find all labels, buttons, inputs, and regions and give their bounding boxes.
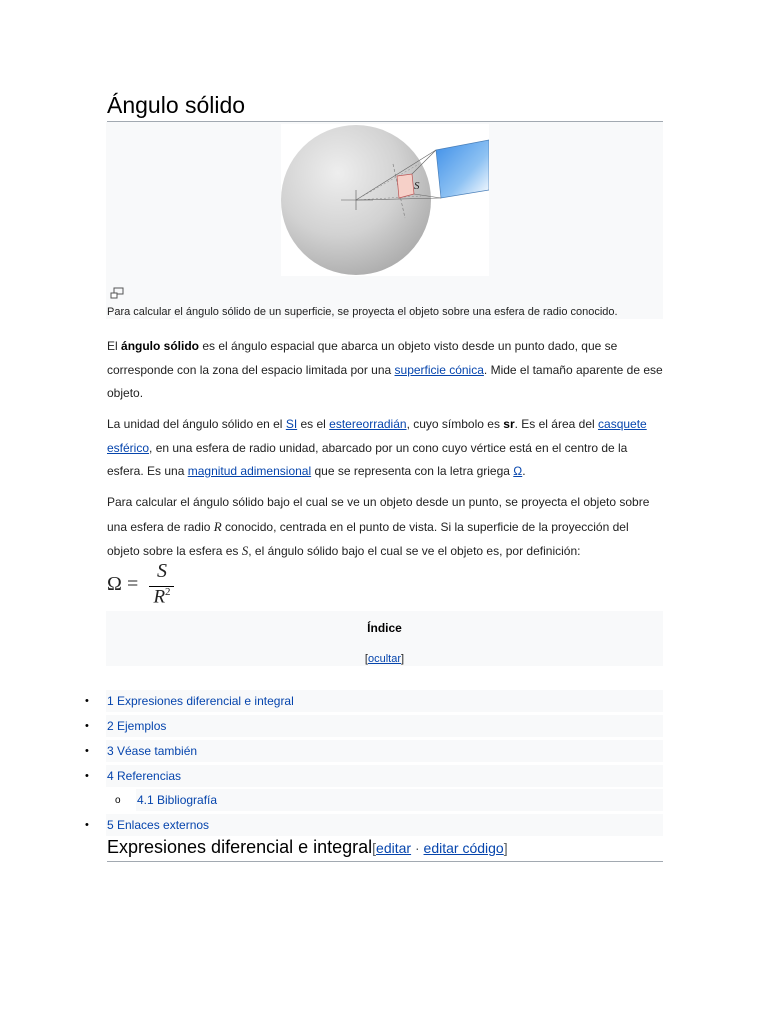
solid-angle-formula — [107, 560, 197, 610]
toc-toggle — [106, 653, 663, 665]
section-heading — [107, 834, 663, 862]
bold-symbol: sr — [503, 417, 515, 431]
text: , cuyo símbolo es — [406, 417, 504, 431]
toc-title: Índice — [367, 621, 402, 635]
link-magnitud-adimensional[interactable]: magnitud adimensional — [187, 464, 312, 478]
link-estereorradian[interactable]: estereorradián — [329, 417, 407, 431]
text: , el ángulo sólido bajo el cual se ve el objeto es, por definición: — [248, 544, 581, 558]
text: es el — [297, 417, 330, 431]
bullet: • — [85, 720, 89, 732]
toc-item — [106, 765, 663, 787]
figure-caption: Para calcular el ángulo sólido de un superficie, se proyecta el objeto sobre una esfera de radio conocido. — [107, 306, 618, 318]
page-title: Ángulo sólido — [107, 89, 663, 122]
toc-header — [106, 611, 663, 666]
text: La unidad del ángulo sólido en el — [107, 417, 286, 431]
magnify-icon[interactable] — [110, 286, 124, 298]
formula-numerator: S — [157, 560, 167, 582]
toc-link-4[interactable]: 4 Referencias — [107, 769, 182, 783]
link-omega[interactable]: Ω — [513, 464, 523, 478]
text: es el ángulo espacial que abarca un objeto visto desde un punto dado, que se corresponde con la zona del espacio limitada por una — [107, 339, 618, 377]
math-var-s: S — [241, 543, 249, 558]
toc-item — [106, 715, 663, 737]
text: El — [107, 339, 122, 353]
edit-links — [372, 840, 507, 856]
text: que se representa con la letra griega — [311, 464, 514, 478]
text: . Es el área del — [514, 417, 599, 431]
bullet: • — [85, 770, 89, 782]
toc-link-2[interactable]: 2 Ejemplos — [107, 719, 167, 733]
toc-link-1[interactable]: 1 Expresiones diferencial e integral — [107, 694, 294, 708]
sub-bullet: o — [115, 795, 121, 806]
text: Para calcular el ángulo sólido bajo el cual se ve un objeto desde un punto, se proyecta el objeto sobre una esfera de radio — [107, 495, 650, 534]
toc-item — [106, 690, 663, 712]
edit-source-link[interactable]: editar código — [423, 840, 504, 856]
bracket: [ — [364, 653, 368, 665]
formula-exponent: 2 — [165, 586, 171, 598]
toc-link-3[interactable]: 3 Véase también — [107, 744, 198, 758]
link-si[interactable]: SI — [285, 417, 298, 431]
text: . Mide el tamaño aparente de ese objeto. — [107, 362, 663, 400]
separator: · — [411, 840, 424, 856]
section-title: Expresiones diferencial e integral — [107, 837, 373, 857]
bracket: ] — [401, 653, 405, 665]
formula-denominator — [150, 586, 174, 608]
figure — [106, 122, 663, 319]
formula-r: R — [153, 586, 166, 608]
intro-paragraph-3 — [107, 491, 663, 564]
text: conocido, centrada en el punto de vista. Si la superficie de la proyección del objeto sobre la esfera es — [107, 519, 629, 558]
toc-link-5[interactable]: 5 Enlaces externos — [107, 818, 210, 832]
link-casquete-esferico[interactable]: casquete esférico — [107, 417, 647, 455]
bullet: • — [85, 819, 89, 831]
bold-term: ángulo sólido — [121, 339, 200, 353]
diagram-label-s: S — [414, 180, 420, 192]
text: , en una esfera de radio unidad, abarcado por un cono cuyo vértice está en el centro de la esfera. Es una — [107, 440, 628, 478]
math-var-r: R — [213, 518, 222, 534]
toc-subitem — [136, 789, 663, 811]
intro-paragraph-2 — [107, 413, 663, 484]
bullet: • — [85, 695, 89, 707]
link-superficie-conica[interactable]: superficie cónica — [394, 362, 484, 377]
solid-angle-diagram[interactable] — [281, 124, 489, 276]
toc-item — [106, 814, 663, 836]
toc-link-4-1[interactable]: 4.1 Bibliografía — [137, 793, 218, 807]
formula-omega: Ω — [107, 573, 122, 595]
bracket: ] — [503, 840, 508, 856]
text: . — [522, 464, 526, 478]
formula-equals: = — [127, 573, 139, 595]
intro-paragraph-1 — [107, 335, 663, 406]
toc-hide-link[interactable]: ocultar — [367, 653, 402, 665]
bracket: [ — [372, 840, 377, 856]
bullet: • — [85, 745, 89, 757]
toc-item — [106, 740, 663, 762]
edit-link[interactable]: editar — [376, 840, 412, 856]
